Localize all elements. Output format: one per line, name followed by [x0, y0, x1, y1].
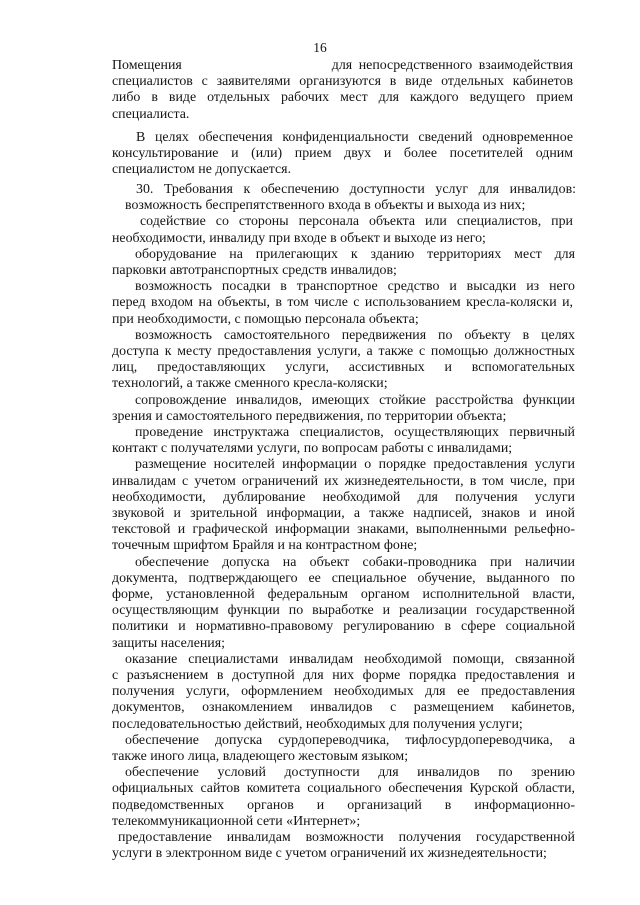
text-line: возможность беспрепятственного входа в объекты и выхода из них; — [125, 198, 526, 214]
text-line: также иного лица, владеющего жестовым языком; — [112, 749, 409, 764]
text-line: звуковой и зрительной информации, а также надписей, знаков и иной — [112, 506, 575, 521]
text-line: технологий, а также сменного кресла-коляски; — [112, 376, 388, 392]
text-line: при необходимости, с помощью персонала объекта; — [112, 311, 419, 327]
text-line: обеспечение условий доступности для инвалидов по зрению — [125, 765, 575, 781]
text-line: специалиста. — [112, 106, 190, 122]
text-line: политики и нормативно-правовому регулированию в сфере социальной — [112, 619, 575, 635]
text-line: подведомственных органов и организаций в информационно- — [112, 797, 575, 813]
text-line: с разъяснением в доступной для них форме порядка предоставления и — [112, 668, 575, 683]
text-line: получения услуги, оформлением необходимых для ее предоставления — [112, 684, 575, 700]
text-line: форме, установленной федеральным органом исполнительной власти, — [112, 587, 575, 602]
text-line: сопровождение инвалидов, имеющих стойкие расстройства функции — [135, 392, 575, 408]
text-line: перед входом на объекты, в том числе с использованием кресла-коляски и, — [112, 295, 573, 311]
text-line: услуги в электронном виде с учетом ограничений их жизнедеятельности; — [112, 846, 547, 862]
text-line: необходимости, дублирование необходимой для получения услуги — [112, 489, 575, 505]
text-line: точечным шрифтом Брайля и на контрастном фоне; — [112, 538, 418, 554]
text-line: 30. Требования к обеспечению доступности услуг для инвалидов: — [136, 182, 576, 197]
text-line: предоставление инвалидам возможности получения государственной — [118, 830, 575, 845]
text-line: текстовой и графической информации знаками, выполненными рельефно- — [112, 522, 575, 538]
text-fragment: Помещения — [112, 58, 182, 73]
text-line: возможность посадки в транспортное средство и высадки из него — [135, 279, 575, 295]
text-line: содействие со стороны персонала объекта или специалистов, при — [140, 214, 573, 230]
text-line: возможность самостоятельного передвижения по объекту в целях — [135, 327, 575, 343]
text-line: оказание специалистами инвалидам необходимой помощи, связанной — [125, 651, 575, 667]
text-line: В целях обеспечения конфиденциальности сведений одновременное — [136, 130, 573, 145]
text-line: осуществляющим функции по выработке и реализации государственной — [112, 603, 575, 619]
text-line: лиц, предоставляющих услуги, ассистивных и вспомогательных — [112, 360, 575, 376]
text-line: документов, ознакомлением инвалидов с размещением кабинетов, — [112, 700, 575, 716]
text-line: необходимости, инвалиду при входе в объект и выходе из него; — [112, 230, 486, 246]
text-line: зрения и самостоятельного передвижения, по территории объекта; — [112, 408, 507, 424]
text-line: официальных сайтов комитета социального обеспечения Курской области, — [112, 781, 575, 797]
text-line: размещение носителей информации о порядке предоставления услуги — [135, 457, 575, 473]
text-line: проведение инструктажа специалистов, осуществляющих первичный — [135, 425, 575, 440]
text-line: оборудование на прилегающих к зданию территориях мест для — [135, 246, 575, 262]
text-line — [112, 58, 573, 74]
text-line: специалистом не допускается. — [112, 162, 292, 178]
page-number: 16 — [313, 40, 327, 55]
text-line: инвалидам с учетом ограничений их жизнедеятельности, в том числе, при — [112, 473, 575, 489]
text-line: парковки автотранспортных средств инвалидов; — [112, 263, 397, 278]
text-line: документа, подтверждающего ее специальное обучение, выданного по — [112, 570, 575, 586]
text-line: телекоммуникационной сети «Интернет»; — [112, 813, 361, 829]
text-line: последовательностью действий, необходимых для получения услуги; — [112, 716, 523, 732]
text-line: обеспечение допуска на объект собаки-проводника при наличии — [135, 554, 575, 570]
text-line: консультирование и (или) прием двух и более посетителей одним — [112, 146, 573, 162]
text-line: контакт с получателями услуги, по вопросам работы с инвалидами; — [112, 441, 513, 457]
text-line: либо в виде отдельных рабочих мест для каждого ведущего прием — [112, 90, 573, 106]
text-line: доступа к месту предоставления услуги, а также с помощью должностных — [112, 344, 575, 359]
text-line: специалистов с заявителями организуются в виде отдельных кабинетов — [112, 74, 573, 90]
text-line: защиты населения; — [112, 635, 225, 651]
text-fragment: для непосредственного взаимодействия — [331, 58, 573, 73]
text-line: обеспечение допуска сурдопереводчика, тифлосурдопереводчика, а — [125, 732, 575, 748]
